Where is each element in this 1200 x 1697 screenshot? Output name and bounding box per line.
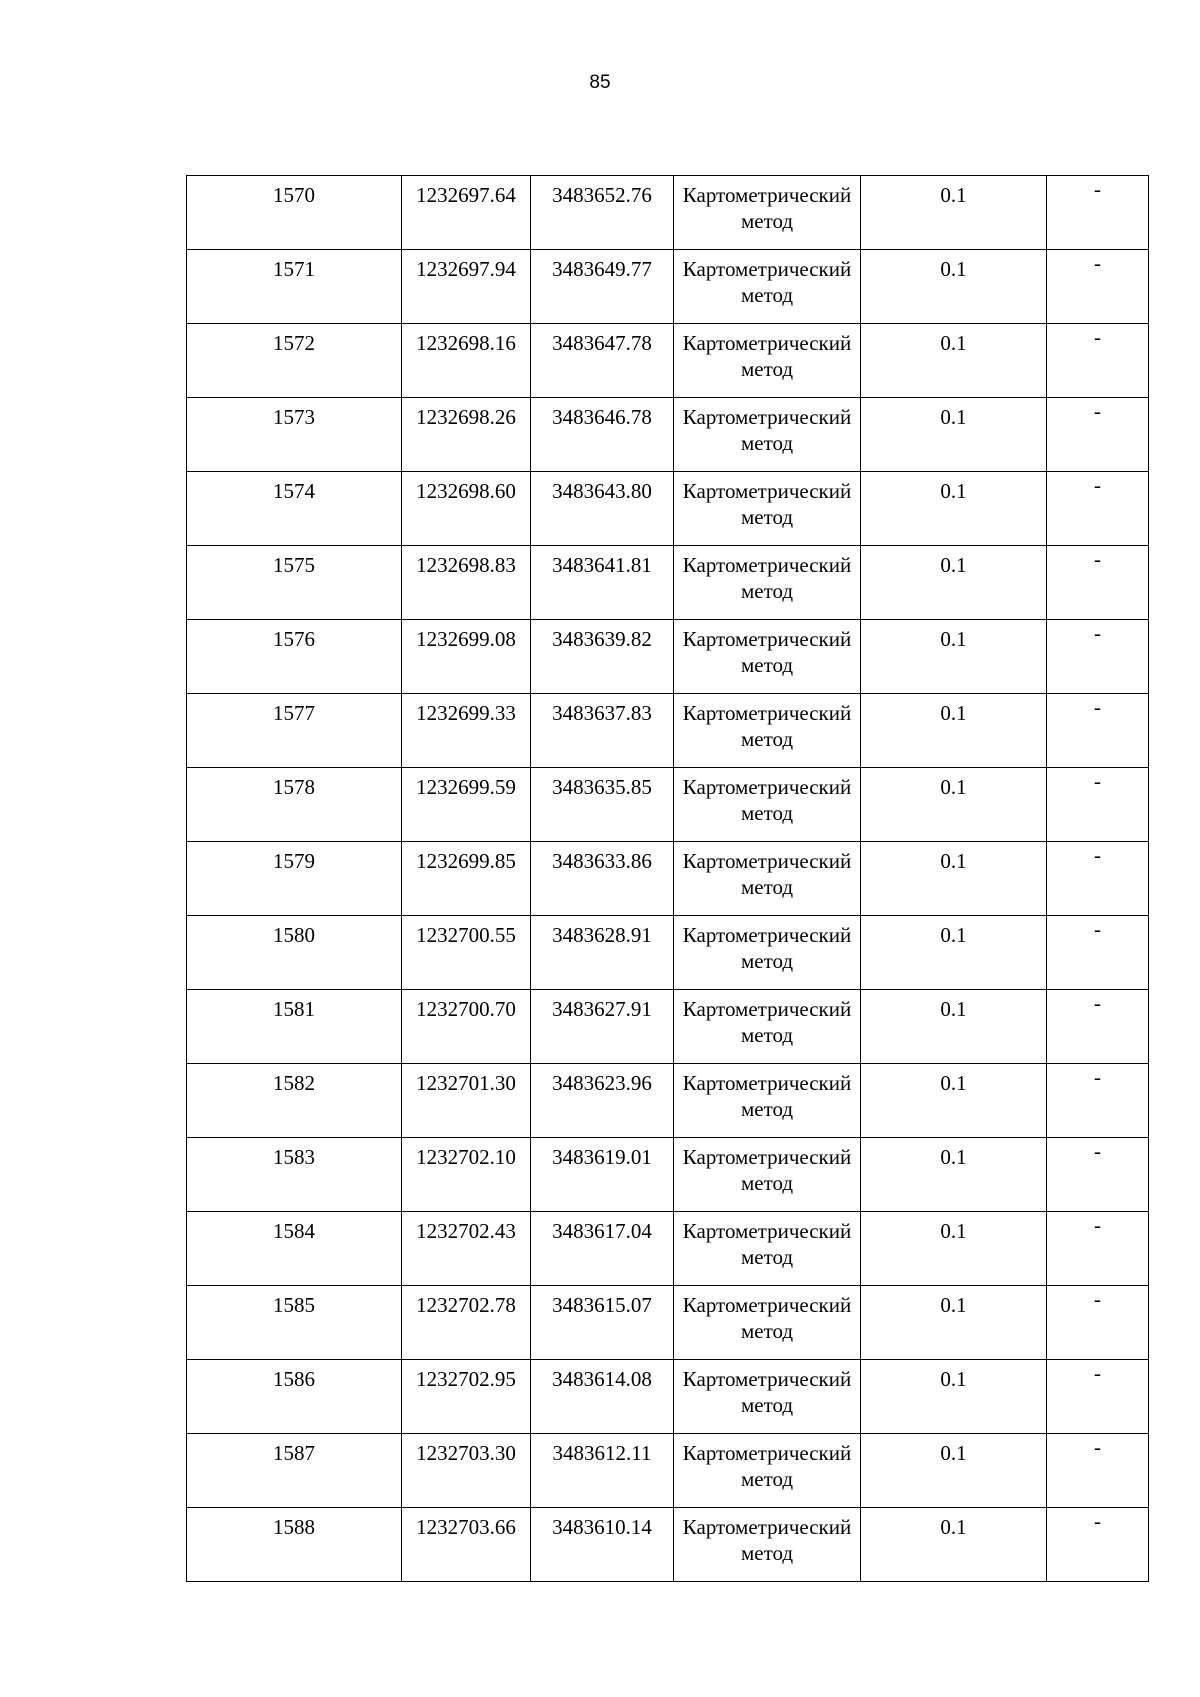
accuracy-value: 0.1 (940, 849, 967, 873)
method-cell (674, 472, 861, 546)
method-line-2: метод (740, 801, 794, 825)
table-row (187, 1212, 1149, 1286)
accuracy-value: 0.1 (940, 331, 967, 355)
method-line-1: Картометрический (682, 1441, 852, 1465)
method-line-1: Картометрический (682, 479, 852, 503)
method-cell (674, 1286, 861, 1360)
note-value: - (1094, 251, 1101, 275)
accuracy-cell (861, 620, 1047, 694)
accuracy-value: 0.1 (940, 553, 967, 577)
y-coordinate-cell (531, 1064, 674, 1138)
table-row (187, 1286, 1149, 1360)
x-coordinate: 1232699.08 (416, 627, 516, 651)
accuracy-cell (861, 1138, 1047, 1212)
accuracy-cell (861, 546, 1047, 620)
note-value: - (1094, 1509, 1101, 1533)
accuracy-value: 0.1 (940, 1219, 967, 1243)
note-cell (1047, 990, 1149, 1064)
y-coordinate: 3483628.91 (552, 923, 652, 947)
point-number-cell (187, 1212, 402, 1286)
accuracy-cell (861, 694, 1047, 768)
x-coordinate: 1232703.66 (416, 1515, 516, 1539)
accuracy-value: 0.1 (940, 1145, 967, 1169)
point-number-cell (187, 398, 402, 472)
note-value: - (1094, 399, 1101, 423)
point-number-cell (187, 842, 402, 916)
point-number: 1587 (273, 1441, 315, 1465)
y-coordinate-cell (531, 990, 674, 1064)
accuracy-value: 0.1 (940, 1441, 967, 1465)
table-row (187, 250, 1149, 324)
x-coordinate: 1232697.64 (416, 183, 516, 207)
x-coordinate: 1232699.85 (416, 849, 516, 873)
note-value: - (1094, 325, 1101, 349)
point-number-cell (187, 250, 402, 324)
x-coordinate: 1232698.26 (416, 405, 516, 429)
point-number: 1574 (273, 479, 315, 503)
y-coordinate-cell (531, 694, 674, 768)
note-value: - (1094, 1139, 1101, 1163)
method-line-2: метод (740, 357, 794, 381)
x-coordinate: 1232699.59 (416, 775, 516, 799)
page-number: 85 (589, 72, 611, 93)
point-number-cell (187, 546, 402, 620)
point-number-cell (187, 176, 402, 250)
method-line-1: Картометрический (682, 183, 852, 207)
x-coordinate: 1232700.70 (416, 997, 516, 1021)
accuracy-cell (861, 768, 1047, 842)
table-row (187, 694, 1149, 768)
method-line-2: метод (740, 1171, 794, 1195)
y-coordinate: 3483652.76 (552, 183, 652, 207)
y-coordinate: 3483615.07 (552, 1293, 652, 1317)
point-number: 1575 (273, 553, 315, 577)
y-coordinate-cell (531, 250, 674, 324)
note-value: - (1094, 843, 1101, 867)
y-coordinate: 3483619.01 (552, 1145, 652, 1169)
method-line-2: метод (740, 1467, 794, 1491)
y-coordinate: 3483635.85 (552, 775, 652, 799)
method-line-2: метод (740, 727, 794, 751)
x-coordinate-cell (402, 472, 531, 546)
x-coordinate-cell (402, 1212, 531, 1286)
method-line-2: метод (740, 1023, 794, 1047)
x-coordinate: 1232702.43 (416, 1219, 516, 1243)
note-cell (1047, 472, 1149, 546)
table-row (187, 620, 1149, 694)
method-line-2: метод (740, 949, 794, 973)
table-row (187, 916, 1149, 990)
method-line-2: метод (740, 431, 794, 455)
accuracy-cell (861, 472, 1047, 546)
y-coordinate: 3483617.04 (552, 1219, 652, 1243)
method-cell (674, 176, 861, 250)
accuracy-value: 0.1 (940, 997, 967, 1021)
y-coordinate-cell (531, 1508, 674, 1582)
note-cell (1047, 768, 1149, 842)
note-cell (1047, 1434, 1149, 1508)
note-cell (1047, 1138, 1149, 1212)
x-coordinate: 1232697.94 (416, 257, 516, 281)
method-line-2: метод (740, 579, 794, 603)
x-coordinate-cell (402, 1138, 531, 1212)
y-coordinate-cell (531, 768, 674, 842)
accuracy-cell (861, 1064, 1047, 1138)
method-cell (674, 990, 861, 1064)
point-number-cell (187, 1434, 402, 1508)
accuracy-value: 0.1 (940, 627, 967, 651)
method-line-1: Картометрический (682, 1367, 852, 1391)
y-coordinate: 3483647.78 (552, 331, 652, 355)
method-line-1: Картометрический (682, 997, 852, 1021)
x-coordinate: 1232699.33 (416, 701, 516, 725)
method-cell (674, 1508, 861, 1582)
point-number-cell (187, 620, 402, 694)
y-coordinate-cell (531, 620, 674, 694)
accuracy-cell (861, 250, 1047, 324)
note-value: - (1094, 177, 1101, 201)
note-value: - (1094, 769, 1101, 793)
method-line-2: метод (740, 209, 794, 233)
method-cell (674, 398, 861, 472)
table-row (187, 1138, 1149, 1212)
point-number: 1584 (273, 1219, 315, 1243)
table-row (187, 398, 1149, 472)
method-cell (674, 1138, 861, 1212)
method-line-1: Картометрический (682, 923, 852, 947)
method-line-1: Картометрический (682, 553, 852, 577)
coordinates-table (186, 175, 1149, 1582)
point-number: 1579 (273, 849, 315, 873)
method-cell (674, 1434, 861, 1508)
note-value: - (1094, 1435, 1101, 1459)
method-cell (674, 1360, 861, 1434)
y-coordinate-cell (531, 1138, 674, 1212)
accuracy-cell (861, 324, 1047, 398)
x-coordinate-cell (402, 842, 531, 916)
method-cell (674, 1064, 861, 1138)
y-coordinate: 3483649.77 (552, 257, 652, 281)
point-number-cell (187, 1064, 402, 1138)
x-coordinate-cell (402, 1434, 531, 1508)
method-line-1: Картометрический (682, 1293, 852, 1317)
x-coordinate-cell (402, 1360, 531, 1434)
x-coordinate-cell (402, 1286, 531, 1360)
accuracy-cell (861, 1286, 1047, 1360)
method-line-2: метод (740, 505, 794, 529)
point-number: 1578 (273, 775, 315, 799)
y-coordinate-cell (531, 472, 674, 546)
method-cell (674, 694, 861, 768)
x-coordinate: 1232698.60 (416, 479, 516, 503)
note-value: - (1094, 621, 1101, 645)
y-coordinate-cell (531, 842, 674, 916)
method-line-2: метод (740, 653, 794, 677)
method-cell (674, 324, 861, 398)
method-cell (674, 1212, 861, 1286)
accuracy-cell (861, 1508, 1047, 1582)
point-number: 1573 (273, 405, 315, 429)
x-coordinate-cell (402, 768, 531, 842)
y-coordinate-cell (531, 546, 674, 620)
note-value: - (1094, 991, 1101, 1015)
x-coordinate-cell (402, 1508, 531, 1582)
x-coordinate-cell (402, 546, 531, 620)
table-row (187, 472, 1149, 546)
accuracy-cell (861, 176, 1047, 250)
y-coordinate: 3483646.78 (552, 405, 652, 429)
note-value: - (1094, 917, 1101, 941)
point-number-cell (187, 1138, 402, 1212)
point-number: 1570 (273, 183, 315, 207)
note-value: - (1094, 473, 1101, 497)
table-row (187, 768, 1149, 842)
table-row (187, 842, 1149, 916)
table-row (187, 1360, 1149, 1434)
point-number: 1577 (273, 701, 315, 725)
note-cell (1047, 916, 1149, 990)
x-coordinate: 1232698.16 (416, 331, 516, 355)
y-coordinate: 3483643.80 (552, 479, 652, 503)
note-cell (1047, 250, 1149, 324)
x-coordinate: 1232703.30 (416, 1441, 516, 1465)
note-cell (1047, 1286, 1149, 1360)
x-coordinate-cell (402, 398, 531, 472)
method-cell (674, 768, 861, 842)
accuracy-value: 0.1 (940, 479, 967, 503)
method-line-2: метод (740, 875, 794, 899)
accuracy-value: 0.1 (940, 1515, 967, 1539)
table-row (187, 1434, 1149, 1508)
x-coordinate-cell (402, 176, 531, 250)
method-line-1: Картометрический (682, 627, 852, 651)
x-coordinate-cell (402, 324, 531, 398)
method-line-2: метод (740, 1393, 794, 1417)
y-coordinate-cell (531, 324, 674, 398)
method-line-1: Картометрический (682, 1071, 852, 1095)
method-cell (674, 546, 861, 620)
note-cell (1047, 620, 1149, 694)
point-number-cell (187, 916, 402, 990)
x-coordinate-cell (402, 620, 531, 694)
table-row (187, 1508, 1149, 1582)
method-line-2: метод (740, 1245, 794, 1269)
note-cell (1047, 842, 1149, 916)
accuracy-cell (861, 1360, 1047, 1434)
point-number-cell (187, 324, 402, 398)
x-coordinate: 1232702.10 (416, 1145, 516, 1169)
note-cell (1047, 694, 1149, 768)
point-number-cell (187, 1508, 402, 1582)
method-line-2: метод (740, 1097, 794, 1121)
y-coordinate: 3483641.81 (552, 553, 652, 577)
note-value: - (1094, 1361, 1101, 1385)
point-number-cell (187, 990, 402, 1064)
point-number-cell (187, 694, 402, 768)
x-coordinate: 1232701.30 (416, 1071, 516, 1095)
y-coordinate: 3483610.14 (552, 1515, 652, 1539)
x-coordinate-cell (402, 916, 531, 990)
accuracy-cell (861, 398, 1047, 472)
point-number-cell (187, 1360, 402, 1434)
point-number: 1583 (273, 1145, 315, 1169)
accuracy-cell (861, 990, 1047, 1064)
note-cell (1047, 1064, 1149, 1138)
method-line-1: Картометрический (682, 331, 852, 355)
accuracy-value: 0.1 (940, 183, 967, 207)
method-line-1: Картометрический (682, 1515, 852, 1539)
y-coordinate-cell (531, 176, 674, 250)
method-line-1: Картометрический (682, 701, 852, 725)
y-coordinate: 3483637.83 (552, 701, 652, 725)
table-row (187, 324, 1149, 398)
accuracy-cell (861, 916, 1047, 990)
note-cell (1047, 398, 1149, 472)
note-value: - (1094, 695, 1101, 719)
y-coordinate: 3483623.96 (552, 1071, 652, 1095)
method-line-1: Картометрический (682, 405, 852, 429)
point-number: 1585 (273, 1293, 315, 1317)
x-coordinate: 1232698.83 (416, 553, 516, 577)
accuracy-value: 0.1 (940, 923, 967, 947)
accuracy-value: 0.1 (940, 1367, 967, 1391)
method-line-1: Картометрический (682, 775, 852, 799)
method-line-2: метод (740, 1319, 794, 1343)
accuracy-value: 0.1 (940, 775, 967, 799)
note-cell (1047, 324, 1149, 398)
x-coordinate: 1232702.95 (416, 1367, 516, 1391)
y-coordinate: 3483639.82 (552, 627, 652, 651)
method-line-1: Картометрический (682, 1145, 852, 1169)
accuracy-cell (861, 1212, 1047, 1286)
y-coordinate-cell (531, 398, 674, 472)
point-number: 1576 (273, 627, 315, 651)
note-cell (1047, 176, 1149, 250)
accuracy-value: 0.1 (940, 701, 967, 725)
point-number: 1586 (273, 1367, 315, 1391)
note-cell (1047, 1360, 1149, 1434)
point-number-cell (187, 768, 402, 842)
x-coordinate-cell (402, 694, 531, 768)
note-value: - (1094, 1065, 1101, 1089)
point-number-cell (187, 1286, 402, 1360)
x-coordinate: 1232702.78 (416, 1293, 516, 1317)
note-value: - (1094, 1287, 1101, 1311)
method-line-1: Картометрический (682, 257, 852, 281)
y-coordinate: 3483633.86 (552, 849, 652, 873)
table-row (187, 546, 1149, 620)
accuracy-cell (861, 842, 1047, 916)
x-coordinate-cell (402, 990, 531, 1064)
table-row (187, 176, 1149, 250)
method-cell (674, 620, 861, 694)
y-coordinate: 3483612.11 (552, 1441, 652, 1465)
point-number: 1572 (273, 331, 315, 355)
note-cell (1047, 1212, 1149, 1286)
accuracy-value: 0.1 (940, 1071, 967, 1095)
method-cell (674, 916, 861, 990)
y-coordinate-cell (531, 1360, 674, 1434)
point-number: 1588 (273, 1515, 315, 1539)
method-line-2: метод (740, 283, 794, 307)
method-cell (674, 250, 861, 324)
point-number-cell (187, 472, 402, 546)
accuracy-value: 0.1 (940, 405, 967, 429)
x-coordinate: 1232700.55 (416, 923, 516, 947)
y-coordinate-cell (531, 1212, 674, 1286)
method-line-1: Картометрический (682, 1219, 852, 1243)
y-coordinate: 3483614.08 (552, 1367, 652, 1391)
table-row (187, 1064, 1149, 1138)
method-cell (674, 842, 861, 916)
x-coordinate-cell (402, 250, 531, 324)
point-number: 1582 (273, 1071, 315, 1095)
y-coordinate-cell (531, 1286, 674, 1360)
note-value: - (1094, 1213, 1101, 1237)
note-cell (1047, 546, 1149, 620)
point-number: 1580 (273, 923, 315, 947)
y-coordinate-cell (531, 916, 674, 990)
table-body (187, 176, 1149, 1582)
accuracy-value: 0.1 (940, 257, 967, 281)
x-coordinate-cell (402, 1064, 531, 1138)
note-value: - (1094, 547, 1101, 571)
accuracy-cell (861, 1434, 1047, 1508)
table-row (187, 990, 1149, 1064)
point-number: 1581 (273, 997, 315, 1021)
method-line-2: метод (740, 1541, 794, 1565)
y-coordinate: 3483627.91 (552, 997, 652, 1021)
y-coordinate-cell (531, 1434, 674, 1508)
method-line-1: Картометрический (682, 849, 852, 873)
point-number: 1571 (273, 257, 315, 281)
note-cell (1047, 1508, 1149, 1582)
accuracy-value: 0.1 (940, 1293, 967, 1317)
